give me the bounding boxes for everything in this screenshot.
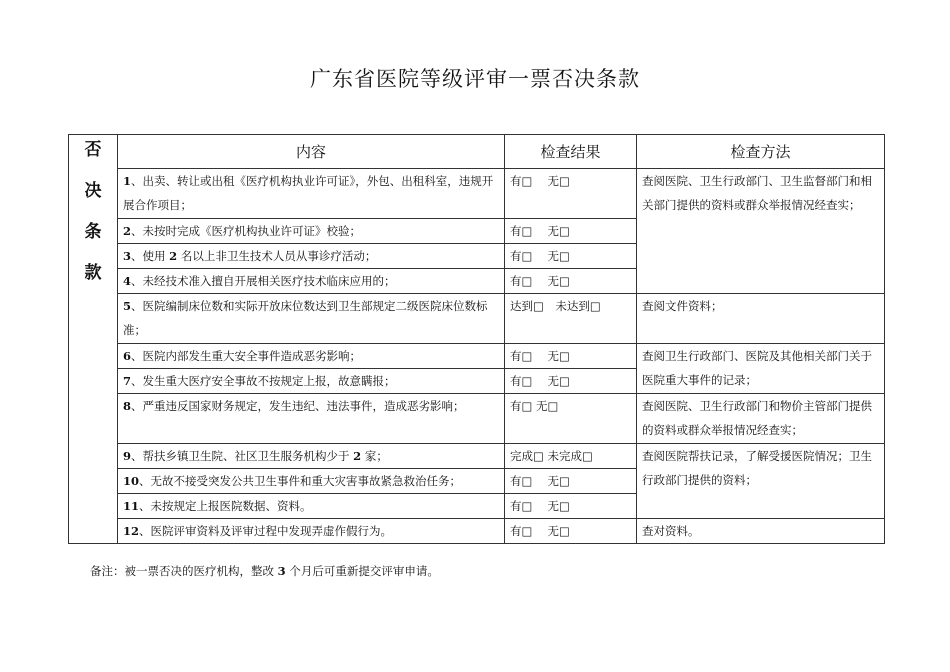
- header-row: [69, 135, 885, 169]
- side-char: 款: [84, 263, 102, 283]
- result-options[interactable]: 有□ 无□: [505, 344, 637, 369]
- veto-clauses-table: [68, 134, 885, 544]
- table-row: [69, 519, 885, 544]
- table-row: [69, 294, 885, 344]
- result-options[interactable]: 有□ 无□: [505, 494, 637, 519]
- clause-text: 7、发生重大医疗安全事故不按规定上报，故意瞒报；: [118, 369, 505, 394]
- header-result: 检查结果: [505, 135, 637, 169]
- side-label-cell: [69, 135, 118, 544]
- side-char: 决: [84, 181, 102, 201]
- page-title: 广东省医院等级评审一票否决条款: [310, 67, 640, 91]
- method-text: 查阅文件资料；: [637, 294, 885, 344]
- clause-text: 5、医院编制床位数和实际开放床位数达到卫生部规定二级医院床位数标准；: [118, 294, 505, 344]
- result-options[interactable]: 完成□ 未完成□: [505, 444, 637, 469]
- header-method: 检查方法: [637, 135, 885, 169]
- result-options[interactable]: 有□ 无□: [505, 519, 637, 544]
- result-options[interactable]: 有□ 无□: [505, 219, 637, 244]
- clause-text: 4、未经技术准入擅自开展相关医疗技术临床应用的；: [118, 269, 505, 294]
- result-options[interactable]: 有□ 无□: [505, 394, 637, 444]
- clause-text: 11、未按规定上报医院数据、资料。: [118, 494, 505, 519]
- clause-text: 1、出卖、转让或出租《医疗机构执业许可证》，外包、出租科室，违规开展合作项目；: [118, 169, 505, 219]
- result-options[interactable]: 有□ 无□: [505, 169, 637, 219]
- clause-text: 8、严重违反国家财务规定，发生违纪、违法事件，造成恶劣影响；: [118, 394, 505, 444]
- table-row: [69, 344, 885, 369]
- footnote: 备注：被一票否决的医疗机构，整改 3 个月后可重新提交评审申请。: [90, 564, 439, 578]
- side-char: 条: [84, 222, 102, 242]
- header-content: 内容: [118, 135, 505, 169]
- table-row: [69, 394, 885, 444]
- clause-text: 9、帮扶乡镇卫生院、社区卫生服务机构少于 2 家；: [118, 444, 505, 469]
- side-char: 否: [84, 140, 102, 160]
- clause-text: 3、使用 2 名以上非卫生技术人员从事诊疗活动；: [118, 244, 505, 269]
- clause-text: 2、未按时完成《医疗机构执业许可证》校验；: [118, 219, 505, 244]
- method-text: 查阅医院帮扶记录，了解受援医院情况；卫生行政部门提供的资料；: [637, 444, 885, 519]
- method-text: 查对资料。: [637, 519, 885, 544]
- table-row: [69, 444, 885, 469]
- method-text: 查阅卫生行政部门、医院及其他相关部门关于医院重大事件的记录；: [637, 344, 885, 394]
- clause-text: 10、无故不接受突发公共卫生事件和重大灾害事故紧急救治任务；: [118, 469, 505, 494]
- result-options[interactable]: 有□ 无□: [505, 244, 637, 269]
- method-text: 查阅医院、卫生行政部门和物价主管部门提供的资料或群众举报情况经查实；: [637, 394, 885, 444]
- table-row: [69, 169, 885, 219]
- clause-text: 6、医院内部发生重大安全事件造成恶劣影响；: [118, 344, 505, 369]
- result-options[interactable]: 有□ 无□: [505, 269, 637, 294]
- result-options[interactable]: 有□ 无□: [505, 469, 637, 494]
- result-options[interactable]: 有□ 无□: [505, 369, 637, 394]
- clause-text: 12、医院评审资料及评审过程中发现弄虚作假行为。: [118, 519, 505, 544]
- method-text: 查阅医院、卫生行政部门、卫生监督部门和相关部门提供的资料或群众举报情况经查实；: [637, 169, 885, 294]
- result-options[interactable]: 达到□ 未达到□: [505, 294, 637, 344]
